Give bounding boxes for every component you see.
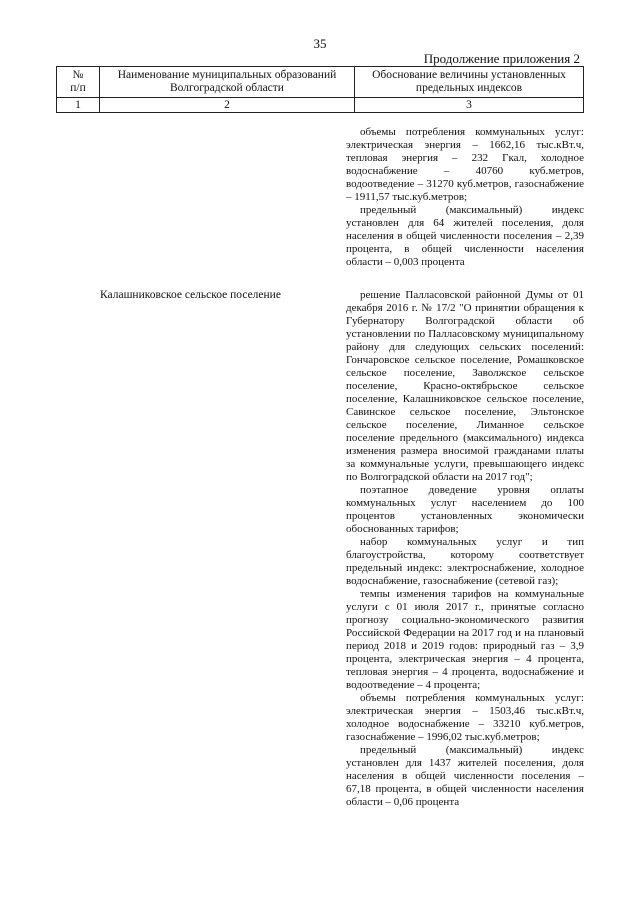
header-col-number: № п/п (57, 67, 100, 98)
paragraph-decision: решение Палласовской районной Думы от 01 декабря 2016 г. № 17/2 "О принятии обращения к Губернатору Волгоградской области об установлении по Палласовскому муниципальному району для следующих сельских поселений: Гончаровское сельское поселение, Ромашковское сельское поселение, Заволжское сельское поселение, Красно-октябрьское сельское поселение, Калашниковское сельское поселение, Савинское сельское поселение, Эльтонское сельское поселение, Лиманное сельское поселение предельного (максимального) индекса изменения размера вносимой гражданами платы за коммунальные услуги, превышающего индекс по Волгоградской области на 2017 год"; (346, 289, 584, 483)
column-number-2: 2 (100, 98, 355, 113)
header-row (57, 67, 584, 98)
table-header (56, 66, 584, 113)
paragraph-index-population: предельный (максимальный) индекс установлен для 1437 жителей поселения, доля населения в общей численности поселения – 67,18 процента, в общей численности населения области – 0,06 процента (346, 744, 584, 808)
justification-column (346, 126, 584, 809)
prev-paragraph-index: предельный (максимальный) индекс установлен для 64 жителей поселения, доля населения в общей численности поселения – 2,39 процента, в общей численности населения области – 0,003 процента (346, 204, 584, 268)
column-number-row (57, 98, 584, 113)
municipality-name: Калашниковское сельское поселение (100, 289, 281, 301)
paragraph-tariff-rates: темпы изменения тарифов на коммунальные услуги с 01 июля 2017 г., принятые согласно прогнозу социально-экономического развития Российской Федерации на 2017 год и на плановый период 2018 и 2019 годов: природный газ – 3,9 процента, электрическая энергия – 4 процента, тепловая энергия – 4 процента, водоснабжение и водоотведение – 4 процента; (346, 588, 584, 691)
header-col-justification: Обоснование величины установленных предельных индексов (355, 67, 584, 98)
column-number-1: 1 (57, 98, 100, 113)
page-number: 35 (313, 36, 327, 51)
prev-paragraph-consumption: объемы потребления коммунальных услуг: электрическая энергия – 1662,16 тыс.кВт.ч, тепловая энергия – 232 Гкал, холодное водоснабжение – 40760 куб.метров, водоотведение – 31270 куб.метров, газоснабжение – 1911,57 тыс.куб.метров; (346, 126, 584, 203)
paragraph-payment-level: поэтапное доведение уровня оплаты коммунальных услуг населением до 100 процентов установленных экономически обоснованных тарифов; (346, 484, 584, 535)
header-col-municipality: Наименование муниципальных образований Волгоградской области (100, 67, 355, 98)
continuation-label: Продолжение приложения 2 (423, 51, 580, 66)
column-number-3: 3 (355, 98, 584, 113)
paragraph-services-set: набор коммунальных услуг и тип благоустройства, которому соответствует предельный индекс: электроснабжение, холодное водоснабжение, газоснабжение (сетевой газ); (346, 536, 584, 587)
section-gap (346, 269, 584, 289)
paragraph-consumption: объемы потребления коммунальных услуг: электрическая энергия – 1503,46 тыс.кВт.ч, холодное водоснабжение – 33210 куб.метров, газоснабжение – 1996,02 тыс.куб.метров; (346, 692, 584, 743)
